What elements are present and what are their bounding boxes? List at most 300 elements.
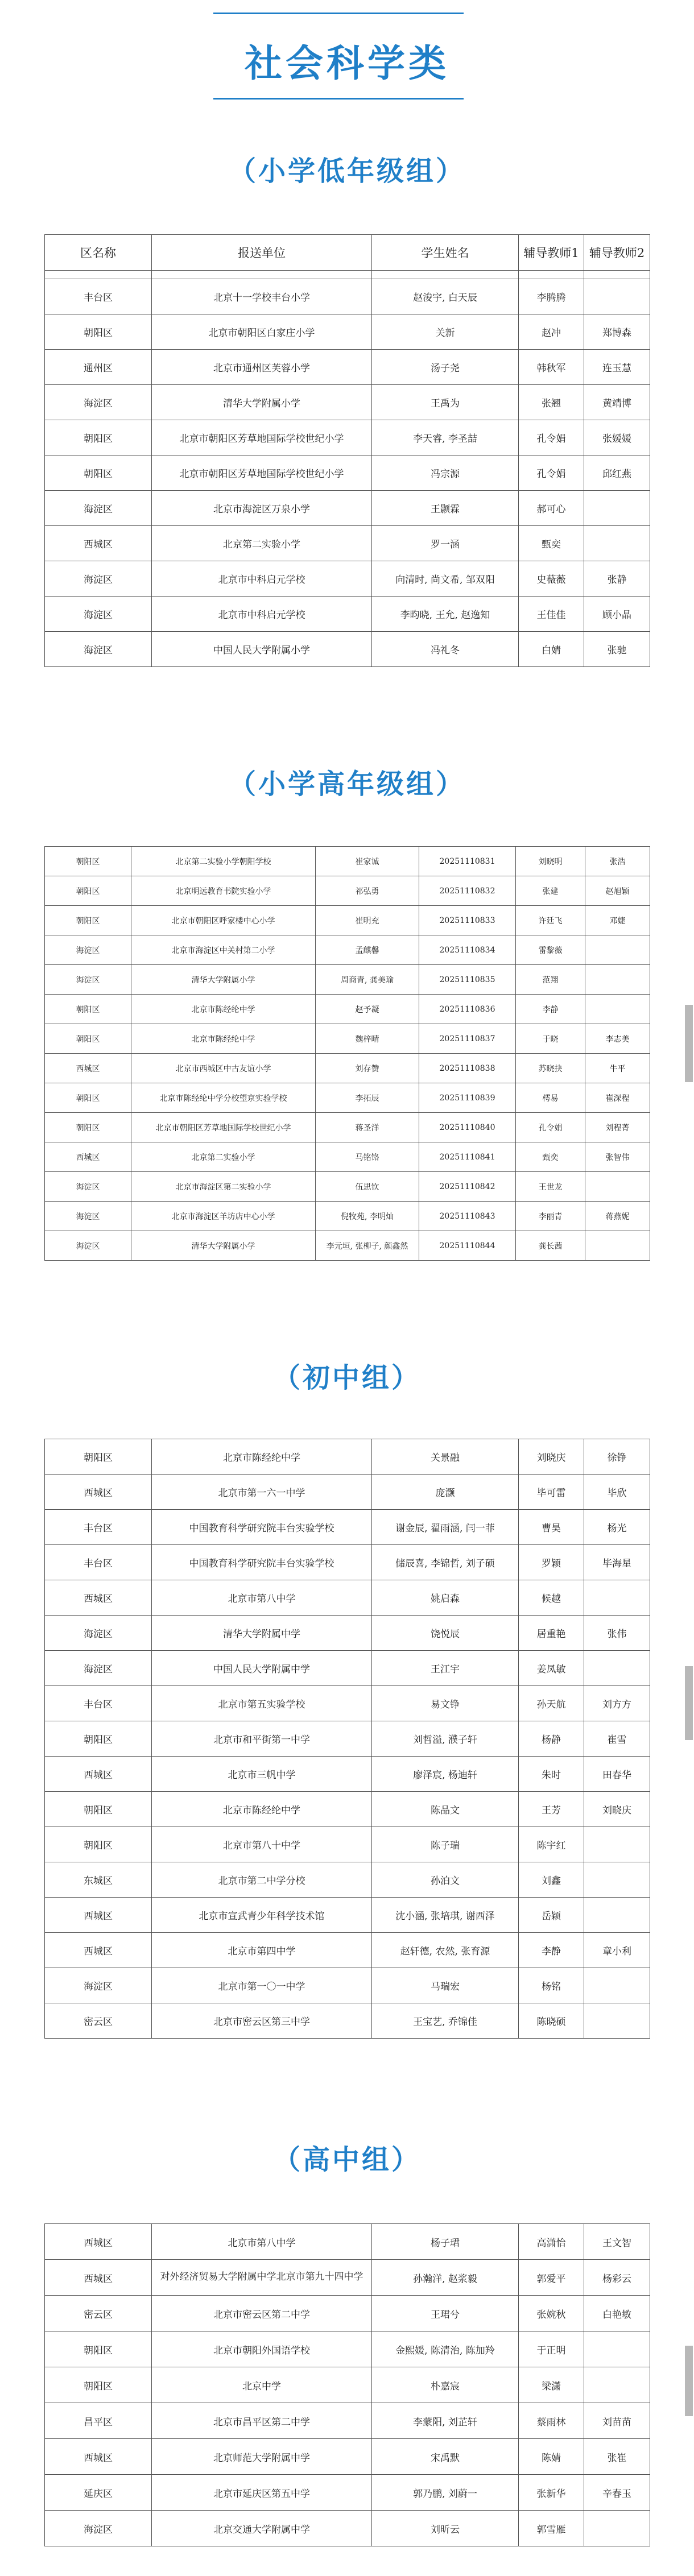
district-cell: 海淀区: [45, 632, 152, 667]
district-cell: 丰台区: [45, 1686, 152, 1721]
table-row: [45, 2331, 650, 2367]
table-row: [45, 1686, 650, 1721]
table-row: [45, 1113, 650, 1142]
teacher-2-cell: 张崔: [584, 2439, 650, 2475]
table-row: [45, 1651, 650, 1686]
student-cell: 倪牧苑, 李明灿: [316, 1202, 419, 1231]
school-cell: 北京师范大学附属中学: [152, 2439, 372, 2475]
teacher-2-cell: 邓婕: [585, 906, 650, 935]
teacher-2-cell: [584, 2331, 650, 2367]
spacer-cell: [584, 271, 650, 279]
school-cell: 北京市第四中学: [152, 1933, 372, 1968]
teacher-2-cell: 张驰: [584, 632, 650, 667]
teacher-1-cell: 陈宇红: [519, 1827, 584, 1862]
table-row: [45, 1142, 650, 1172]
teacher-1-cell: 孙天航: [519, 1686, 584, 1721]
student-cell: 储辰喜, 李锦哲, 刘子硕: [372, 1545, 519, 1580]
teacher-2-cell: 章小利: [584, 1933, 650, 1968]
id-cell: 20251110837: [419, 1024, 516, 1054]
teacher-1-cell: 王佳佳: [519, 597, 584, 632]
teacher-2-cell: [585, 1172, 650, 1202]
teacher-1-cell: 蔡雨林: [519, 2403, 584, 2439]
school-cell: 北京交通大学附属中学: [152, 2511, 372, 2546]
school-cell: 清华大学附属小学: [131, 1231, 316, 1261]
table-row: [45, 1510, 650, 1545]
teacher-2-cell: 刘苗苗: [584, 2403, 650, 2439]
table-row: [45, 455, 650, 491]
school-cell: 北京市海淀区羊坊店中心小学: [131, 1202, 316, 1231]
table-row: [45, 526, 650, 561]
page-header: [0, 0, 694, 125]
teacher-1-cell: 郝可心: [519, 491, 584, 526]
school-cell: 北京市朝阳区白家庄小学: [152, 314, 372, 350]
teacher-2-cell: 蒋燕妮: [585, 1202, 650, 1231]
teacher-1-cell: 樗易: [516, 1083, 585, 1113]
district-cell: 延庆区: [45, 2475, 152, 2511]
table-row: [45, 1827, 650, 1862]
school-cell: 北京市第五实验学校: [152, 1686, 372, 1721]
teacher-2-cell: 张智伟: [585, 1142, 650, 1172]
teacher-1-cell: 郭雪雁: [519, 2511, 584, 2546]
teacher-1-cell: 甄奕: [519, 526, 584, 561]
id-cell: 20251110839: [419, 1083, 516, 1113]
student-cell: 谢金辰, 翟雨涵, 闫一菲: [372, 1510, 519, 1545]
school-cell: 北京市西城区中古友谊小学: [131, 1054, 316, 1083]
district-cell: 通州区: [45, 350, 152, 385]
school-cell: 北京市三帆中学: [152, 1757, 372, 1792]
teacher-2-cell: [584, 1898, 650, 1933]
page-title: 社会科学类: [245, 42, 449, 85]
teacher-1-cell: 陈婧: [519, 2439, 584, 2475]
table-row: [45, 1862, 650, 1898]
teacher-2-cell: [584, 1651, 650, 1686]
table-junior-high: [44, 1439, 650, 2039]
student-cell: 汤子尧: [372, 350, 519, 385]
teacher-1-cell: 曹昊: [519, 1510, 584, 1545]
school-cell: 北京市海淀区万泉小学: [152, 491, 372, 526]
table-row: [45, 1757, 650, 1792]
teacher-1-cell: 杨铭: [519, 1968, 584, 2003]
teacher-1-cell: 刘鑫: [519, 1862, 584, 1898]
table-row: [45, 1968, 650, 2003]
school-cell: 清华大学附属小学: [152, 385, 372, 420]
school-cell: 北京市密云区第二中学: [152, 2296, 372, 2331]
table-header-row: [45, 235, 650, 271]
student-cell: 周商青, 龚美瑜: [316, 965, 419, 995]
school-cell: 北京市第八十中学: [152, 1827, 372, 1862]
school-cell: 北京市宣武青少年科学技术馆: [152, 1898, 372, 1933]
teacher-2-cell: 崔雪: [584, 1721, 650, 1757]
id-cell: 20251110836: [419, 995, 516, 1024]
teacher-1-cell: 高潇怡: [519, 2224, 584, 2260]
school-cell: 北京市陈经纶中学分校望京实验学校: [131, 1083, 316, 1113]
teacher-1-cell: 孔令娟: [519, 455, 584, 491]
district-cell: 朝阳区: [45, 2331, 152, 2367]
teacher-1-cell: 陈晓硕: [519, 2003, 584, 2039]
school-cell: 中国教育科学研究院丰台实验学校: [152, 1510, 372, 1545]
school-cell: 北京第二实验小学朝阳学校: [131, 847, 316, 876]
teacher-1-cell: 许廷飞: [516, 906, 585, 935]
table-row: [45, 995, 650, 1024]
table-row: [45, 1439, 650, 1475]
school-cell: 北京市第一〇一中学: [152, 1968, 372, 2003]
student-cell: 魏梓晴: [316, 1024, 419, 1054]
teacher-1-cell: 范翔: [516, 965, 585, 995]
table-row: [45, 2403, 650, 2439]
teacher-1-cell: 白婧: [519, 632, 584, 667]
student-cell: 孙瀚洋, 赵浆毅: [372, 2260, 519, 2296]
district-cell: 西城区: [45, 1054, 131, 1083]
column-header-teacher-1: 辅导教师1: [519, 235, 584, 271]
district-cell: 西城区: [45, 1757, 152, 1792]
district-cell: 密云区: [45, 2003, 152, 2039]
school-cell: 北京市陈经纶中学: [152, 1792, 372, 1827]
district-cell: 朝阳区: [45, 1721, 152, 1757]
student-cell: 赵予凝: [316, 995, 419, 1024]
student-cell: 姚启森: [372, 1580, 519, 1616]
teacher-1-cell: 苏晓抉: [516, 1054, 585, 1083]
section-title-primary-upper: （小学高年级组）: [228, 768, 465, 800]
student-cell: 饶悦辰: [372, 1616, 519, 1651]
school-cell: 北京市第一六一中学: [152, 1475, 372, 1510]
district-cell: 西城区: [45, 1898, 152, 1933]
district-cell: 海淀区: [45, 935, 131, 965]
student-cell: 罗一涵: [372, 526, 519, 561]
district-cell: 西城区: [45, 1933, 152, 1968]
district-cell: 西城区: [45, 2439, 152, 2475]
student-cell: 陈子瑞: [372, 1827, 519, 1862]
table-row: [45, 876, 650, 906]
teacher-2-cell: 崔深程: [585, 1083, 650, 1113]
teacher-2-cell: [584, 2367, 650, 2403]
student-cell: 刘哲溢, 濮子轩: [372, 1721, 519, 1757]
district-cell: 海淀区: [45, 1651, 152, 1686]
district-cell: 朝阳区: [45, 876, 131, 906]
student-cell: 李昀晓, 王允, 赵逸知: [372, 597, 519, 632]
id-cell: 20251110840: [419, 1113, 516, 1142]
table-row: [45, 2296, 650, 2331]
student-cell: 朴嘉宸: [372, 2367, 519, 2403]
student-cell: 廖泽宸, 杨迪轩: [372, 1757, 519, 1792]
teacher-1-cell: 李腾腾: [519, 279, 584, 314]
teacher-2-cell: [584, 1862, 650, 1898]
teacher-2-cell: 辛春玉: [584, 2475, 650, 2511]
table-row: [45, 1933, 650, 1968]
student-cell: 向清时, 尚文希, 邹双阳: [372, 561, 519, 597]
teacher-2-cell: [584, 2511, 650, 2546]
table-row: [45, 847, 650, 876]
school-cell: 对外经济贸易大学附属中学北京市第九十四中学: [152, 2260, 372, 2296]
teacher-2-cell: [585, 1231, 650, 1261]
district-cell: 海淀区: [45, 1968, 152, 2003]
student-cell: 马铭铬: [316, 1142, 419, 1172]
teacher-2-cell: 郑博森: [584, 314, 650, 350]
district-cell: 西城区: [45, 1475, 152, 1510]
id-cell: 20251110833: [419, 906, 516, 935]
school-cell: 北京市中科启元学校: [152, 597, 372, 632]
spacer-cell: [152, 271, 372, 279]
teacher-2-cell: 杨光: [584, 1510, 650, 1545]
teacher-2-cell: 毕海星: [584, 1545, 650, 1580]
table-row: [45, 1083, 650, 1113]
school-cell: 北京市中科启元学校: [152, 561, 372, 597]
school-cell: 北京明远教育书院实验小学: [131, 876, 316, 906]
school-cell: 北京市延庆区第五中学: [152, 2475, 372, 2511]
spacer-cell: [519, 271, 584, 279]
school-cell: 北京市朝阳区芳草地国际学校世纪小学: [152, 455, 372, 491]
teacher-1-cell: 张翘: [519, 385, 584, 420]
section-title-primary-lower: （小学低年级组）: [228, 155, 465, 187]
teacher-1-cell: 岳颖: [519, 1898, 584, 1933]
school-cell: 北京市陈经纶中学: [131, 1024, 316, 1054]
table-row: [45, 2367, 650, 2403]
district-cell: 朝阳区: [45, 1792, 152, 1827]
district-cell: 昌平区: [45, 2403, 152, 2439]
student-cell: 崔明充: [316, 906, 419, 935]
teacher-1-cell: 罗颖: [519, 1545, 584, 1580]
district-cell: 朝阳区: [45, 314, 152, 350]
table-row: [45, 2003, 650, 2039]
school-cell: 北京市陈经纶中学: [152, 1439, 372, 1475]
column-header-student: 学生姓名: [372, 235, 519, 271]
student-cell: 关新: [372, 314, 519, 350]
district-cell: 西城区: [45, 2260, 152, 2296]
table-row: [45, 2439, 650, 2475]
section-title-junior-high: （初中组）: [272, 1362, 421, 1394]
teacher-1-cell: 孔令娟: [519, 420, 584, 455]
column-header-school: 报送单位: [152, 235, 372, 271]
teacher-2-cell: 白艳敏: [584, 2296, 650, 2331]
district-cell: 朝阳区: [45, 1827, 152, 1862]
district-cell: 朝阳区: [45, 1083, 131, 1113]
district-cell: 海淀区: [45, 491, 152, 526]
teacher-2-cell: 连玉慧: [584, 350, 650, 385]
teacher-1-cell: 王世龙: [516, 1172, 585, 1202]
teacher-2-cell: [584, 1968, 650, 2003]
table-row: [45, 350, 650, 385]
teacher-1-cell: 张新华: [519, 2475, 584, 2511]
teacher-2-cell: 徐铮: [584, 1439, 650, 1475]
column-header-teacher-2: 辅导教师2: [584, 235, 650, 271]
district-cell: 朝阳区: [45, 2367, 152, 2403]
teacher-2-cell: [584, 1827, 650, 1862]
id-cell: 20251110843: [419, 1202, 516, 1231]
teacher-2-cell: 张浩: [585, 847, 650, 876]
student-cell: 伍思钦: [316, 1172, 419, 1202]
spacer-cell: [372, 271, 519, 279]
student-cell: 刘存赞: [316, 1054, 419, 1083]
teacher-1-cell: 赵冲: [519, 314, 584, 350]
teacher-2-cell: 李志美: [585, 1024, 650, 1054]
teacher-2-cell: 邱红燕: [584, 455, 650, 491]
district-cell: 朝阳区: [45, 420, 152, 455]
school-cell: 北京市朝阳外国语学校: [152, 2331, 372, 2367]
teacher-1-cell: 龚长茜: [516, 1231, 585, 1261]
teacher-1-cell: 张建: [516, 876, 585, 906]
teacher-1-cell: 雷黎薇: [516, 935, 585, 965]
district-cell: 朝阳区: [45, 1113, 131, 1142]
table-row: [45, 561, 650, 597]
district-cell: 丰台区: [45, 1545, 152, 1580]
teacher-2-cell: 刘晓庆: [584, 1792, 650, 1827]
table-row: [45, 597, 650, 632]
teacher-1-cell: 候越: [519, 1580, 584, 1616]
table-senior-high: [44, 2223, 650, 2546]
id-cell: 20251110831: [419, 847, 516, 876]
teacher-2-cell: [584, 2003, 650, 2039]
student-cell: 杨子珺: [372, 2224, 519, 2260]
teacher-1-cell: 王芳: [519, 1792, 584, 1827]
table-row: [45, 1545, 650, 1580]
table-spacer-row: [45, 271, 650, 279]
student-cell: 宋禹默: [372, 2439, 519, 2475]
teacher-2-cell: [584, 526, 650, 561]
school-cell: 北京市海淀区第二实验小学: [131, 1172, 316, 1202]
teacher-1-cell: 姜凤敏: [519, 1651, 584, 1686]
student-cell: 蒋圣洋: [316, 1113, 419, 1142]
school-cell: 清华大学附属小学: [131, 965, 316, 995]
teacher-1-cell: 甄奕: [516, 1142, 585, 1172]
district-cell: 海淀区: [45, 561, 152, 597]
district-cell: 海淀区: [45, 965, 131, 995]
table-row: [45, 1231, 650, 1261]
id-cell: 20251110841: [419, 1142, 516, 1172]
table-row: [45, 1024, 650, 1054]
teacher-2-cell: [584, 1580, 650, 1616]
teacher-1-cell: 张婉秋: [519, 2296, 584, 2331]
student-cell: 王江宇: [372, 1651, 519, 1686]
title-rule-top: [213, 13, 464, 14]
student-cell: 金熙媛, 陈清治, 陈加羚: [372, 2331, 519, 2367]
table-row: [45, 1792, 650, 1827]
school-cell: 北京市密云区第三中学: [152, 2003, 372, 2039]
teacher-1-cell: 刘晓明: [516, 847, 585, 876]
school-cell: 北京市朝阳区芳草地国际学校世纪小学: [131, 1113, 316, 1142]
table-row: [45, 2511, 650, 2546]
scrollbar-thumb[interactable]: [685, 1005, 693, 1082]
student-cell: 李天睿, 李圣喆: [372, 420, 519, 455]
table-row: [45, 632, 650, 667]
school-cell: 北京中学: [152, 2367, 372, 2403]
district-cell: 西城区: [45, 2224, 152, 2260]
school-cell: 北京市和平街第一中学: [152, 1721, 372, 1757]
section-title-senior-high: （高中组）: [272, 2144, 421, 2176]
school-cell: 中国人民大学附属小学: [152, 632, 372, 667]
teacher-1-cell: 于正明: [519, 2331, 584, 2367]
student-cell: 王颢霖: [372, 491, 519, 526]
teacher-1-cell: 毕可雷: [519, 1475, 584, 1510]
table-row: [45, 1898, 650, 1933]
table-row: [45, 1202, 650, 1231]
school-cell: 北京十一学校丰台小学: [152, 279, 372, 314]
teacher-2-cell: [585, 995, 650, 1024]
teacher-1-cell: 李静: [516, 995, 585, 1024]
student-cell: 李拓辰: [316, 1083, 419, 1113]
school-cell: 北京市第二中学分校: [152, 1862, 372, 1898]
table-row: [45, 1054, 650, 1083]
id-cell: 20251110834: [419, 935, 516, 965]
table-row: [45, 1616, 650, 1651]
student-cell: 沈小涵, 张培琪, 谢西泽: [372, 1898, 519, 1933]
student-cell: 冯宗源: [372, 455, 519, 491]
student-cell: 李蒙阳, 刘芷轩: [372, 2403, 519, 2439]
district-cell: 西城区: [45, 1580, 152, 1616]
student-cell: 祁弘勇: [316, 876, 419, 906]
school-cell: 北京第二实验小学: [131, 1142, 316, 1172]
school-cell: 北京市第八中学: [152, 2224, 372, 2260]
district-cell: 朝阳区: [45, 995, 131, 1024]
teacher-1-cell: 杨静: [519, 1721, 584, 1757]
table-row: [45, 906, 650, 935]
table-row: [45, 935, 650, 965]
scrollbar-thumb[interactable]: [685, 1666, 693, 1740]
scrollbar-thumb[interactable]: [685, 2346, 693, 2416]
teacher-2-cell: 赵旭颖: [585, 876, 650, 906]
teacher-2-cell: [584, 491, 650, 526]
teacher-1-cell: 于晓: [516, 1024, 585, 1054]
student-cell: 刘昕云: [372, 2511, 519, 2546]
teacher-1-cell: 居重艳: [519, 1616, 584, 1651]
teacher-1-cell: 李静: [519, 1933, 584, 1968]
teacher-1-cell: 梁潇: [519, 2367, 584, 2403]
school-cell: 北京市第八中学: [152, 1580, 372, 1616]
teacher-1-cell: 李丽青: [516, 1202, 585, 1231]
student-cell: 王禹为: [372, 385, 519, 420]
table-row: [45, 1475, 650, 1510]
district-cell: 海淀区: [45, 2511, 152, 2546]
teacher-2-cell: 张静: [584, 561, 650, 597]
school-cell: 清华大学附属中学: [152, 1616, 372, 1651]
district-cell: 丰台区: [45, 279, 152, 314]
teacher-2-cell: [584, 279, 650, 314]
table-row: [45, 279, 650, 314]
teacher-2-cell: 刘程菁: [585, 1113, 650, 1142]
table-row: [45, 965, 650, 995]
student-cell: 冯礼冬: [372, 632, 519, 667]
district-cell: 密云区: [45, 2296, 152, 2331]
id-cell: 20251110835: [419, 965, 516, 995]
district-cell: 海淀区: [45, 597, 152, 632]
table-primary-lower: [44, 234, 650, 667]
school-cell: 北京市朝阳区呼家楼中心小学: [131, 906, 316, 935]
district-cell: 朝阳区: [45, 455, 152, 491]
student-cell: 关景融: [372, 1439, 519, 1475]
district-cell: 西城区: [45, 1142, 131, 1172]
school-cell: 北京市通州区芙蓉小学: [152, 350, 372, 385]
school-cell: 北京第二实验小学: [152, 526, 372, 561]
id-cell: 20251110842: [419, 1172, 516, 1202]
district-cell: 海淀区: [45, 1231, 131, 1261]
district-cell: 丰台区: [45, 1510, 152, 1545]
teacher-1-cell: 孔令娟: [516, 1113, 585, 1142]
student-cell: 李元垣, 张柳子, 颜鑫然: [316, 1231, 419, 1261]
teacher-1-cell: 郭爱平: [519, 2260, 584, 2296]
id-cell: 20251110832: [419, 876, 516, 906]
student-cell: 孟麒馨: [316, 935, 419, 965]
district-cell: 东城区: [45, 1862, 152, 1898]
teacher-1-cell: 史薇薇: [519, 561, 584, 597]
district-cell: 海淀区: [45, 1202, 131, 1231]
table-row: [45, 314, 650, 350]
district-cell: 朝阳区: [45, 847, 131, 876]
student-cell: 易文铮: [372, 1686, 519, 1721]
id-cell: 20251110838: [419, 1054, 516, 1083]
student-cell: 王珺兮: [372, 2296, 519, 2331]
table-row: [45, 1580, 650, 1616]
column-header-district: 区名称: [45, 235, 152, 271]
district-cell: 朝阳区: [45, 1024, 131, 1054]
teacher-2-cell: [585, 965, 650, 995]
